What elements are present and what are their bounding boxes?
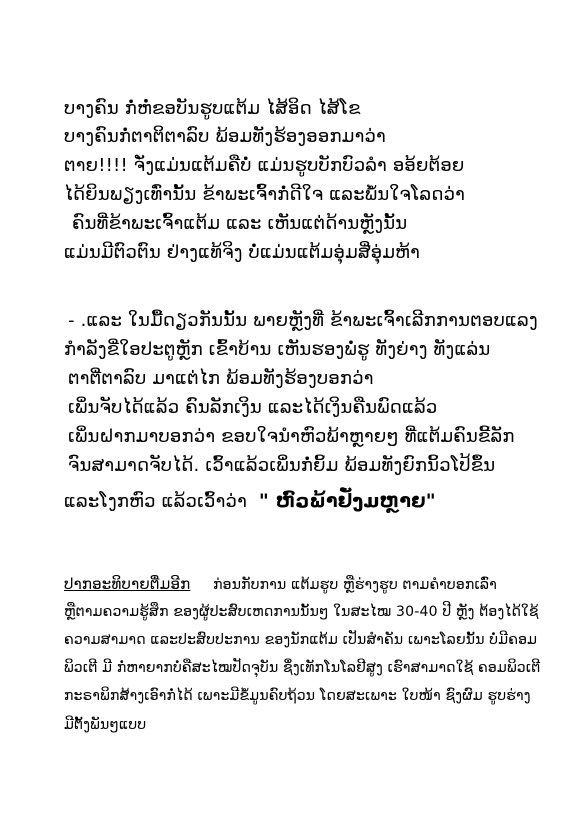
note-line: ກະຣາພິກສ້າງເອົາກໍ່ໄດ້ ເພາະມີຂໍ້ມູນຄົບຖ້ວນ ໂດຍສະເພາະ ໃບໜ້າ ຊົງຜົມ ຮູບຮ່າງ xyxy=(64,688,531,704)
paragraph-2-line: ຕາຕີ່ຕາລົບ ມາແຕ່ໄກ ພ້ອມທັງຮ້ອງບອກວ່າ xyxy=(68,368,374,389)
note-line: ມີຕັ້ງພັນໆແບບ xyxy=(64,717,147,733)
paragraph-1-line: ແມ່ນມີຕົວຕົນ ຢ່າງແທ້ຈິງ ບໍ່ແມ່ນແຕ້ມອຸ່ມສີ່ອຸ່ມຫ້າ xyxy=(64,242,421,263)
paragraph-1-line: ໄດ້ຍິນພຽງເທົ່ານັ້ນ ຂ້າພະເຈົ້າກໍ່ດີໃຈ ແລະພໍ້ນໃຈໂລດວ່າ xyxy=(64,184,466,205)
paragraph-1-line: ຄົນທີ່ຂ້າພະເຈົ້າແຕ້ມ ແລະ ເຫັນແຕ່ດ້ານຫຼັງນັ້ນ xyxy=(72,213,408,234)
paragraph-1-line: ຕາຍ!!!! ຈັ່ງແມ່ນແຕ້ມຄືບໍ່ ແມ່ນຮູບບັກບົວລຳ ອອ້ຍຕ້ອຍ xyxy=(64,155,465,176)
paragraph-2-line: - .ແລະ ໃນມື້ດຽວກັນນັ້ນ ພາຍຫຼັງທີ່ ຂ້າພະເຈົ້າເລີກການຕອບແລງ xyxy=(68,310,538,331)
note-line: ຄວາມສາມາດ ແລະປະສົບປະການ ຂອງນັກແຕ້ມ ເປັນສຳຄັນ ເພາະໂລຍນັ້ນ ບໍ່ມີຄອມ xyxy=(64,632,538,648)
paragraph-2-line: ເພິ່ນຈັບໄດ້ແລ້ວ ຄົນລັກເງິນ ແລະໄດ້ເງິນຄືນພົດແລ້ວ xyxy=(68,397,438,418)
note-first-line xyxy=(64,575,497,594)
paragraph-2-line xyxy=(64,490,436,513)
paragraph-2-line: ເພິ່ນຝາກມາບອກວ່າ ຂອບໃຈນຳຫົວພ້າຫຼາຍໆ ທີ່ແຕ້ມຄົນຂີ້ລັກ xyxy=(68,426,515,447)
paragraph-2-last-text: ແລະໂງກຫົວ ແລ້ວເວົ້າວ່າ xyxy=(64,491,247,512)
note-heading: ປາກອະທິບາຍຕື່ມອີກ xyxy=(64,575,191,593)
paragraph-1-line: ບາງຄົນກໍ່ຕາຕິຕາລົບ ພ້ອມທັງຮ້ອງອອກມາວ່າ xyxy=(64,126,386,147)
paragraph-2-line: ຈົນສາມາດຈັບໄດ້. ເວົ້າແລ້ວເພິ່ນກໍ່ຍິ້ມ ພ້ອມທັງຍົກນິ້ວໂປ້ຂຶ້ນ xyxy=(68,455,496,476)
note-first-line-text: ກ່ອນກັບການ ແຕ້ມຮູບ ຫຼືຮ່າງຮູບ ຕາມຄຳບອກເລົ່າ xyxy=(213,577,497,593)
note-line: ພິວເຕີ ມີ ກໍ່ຫາຍາກບໍ່ຄືສະໄໝປັດຈຸບັນ ຊຶ່ງເທັກໂນໂລຢີສູງ ເຮົາສາມາດໃຊ້ ຄອມພິວເຕີ xyxy=(64,660,541,676)
quote-text: " ຫົວພ້າຢັ່ງມຫຼາຍ" xyxy=(258,490,436,512)
paragraph-1-line: ບາງຄົນ ກໍ່ຫໍ່ຂອບັນຮູບແຕ້ມ ໄສ້ອິດ ໄສ້ໂຂ xyxy=(64,98,361,119)
paragraph-2-line: ກຳລັງຂີ່ໃອປະຕູຫຼັກ ເຂົ້າບ້ານ ເຫັນຮອງພໍ່ຮູ ທັງຍ່າງ ທັງແລ່ນ xyxy=(64,339,491,360)
note-line: ຫຼືຕາມຄວາມຮູ້ສຶກ ຂອງຜູ້ປະສົບເຫດການນັ້ນໆ ໃນສະໄໝ 30-40 ປີ ຫຼັງ ຕ້ອງໄດ້ໃຊ້ xyxy=(64,604,539,620)
